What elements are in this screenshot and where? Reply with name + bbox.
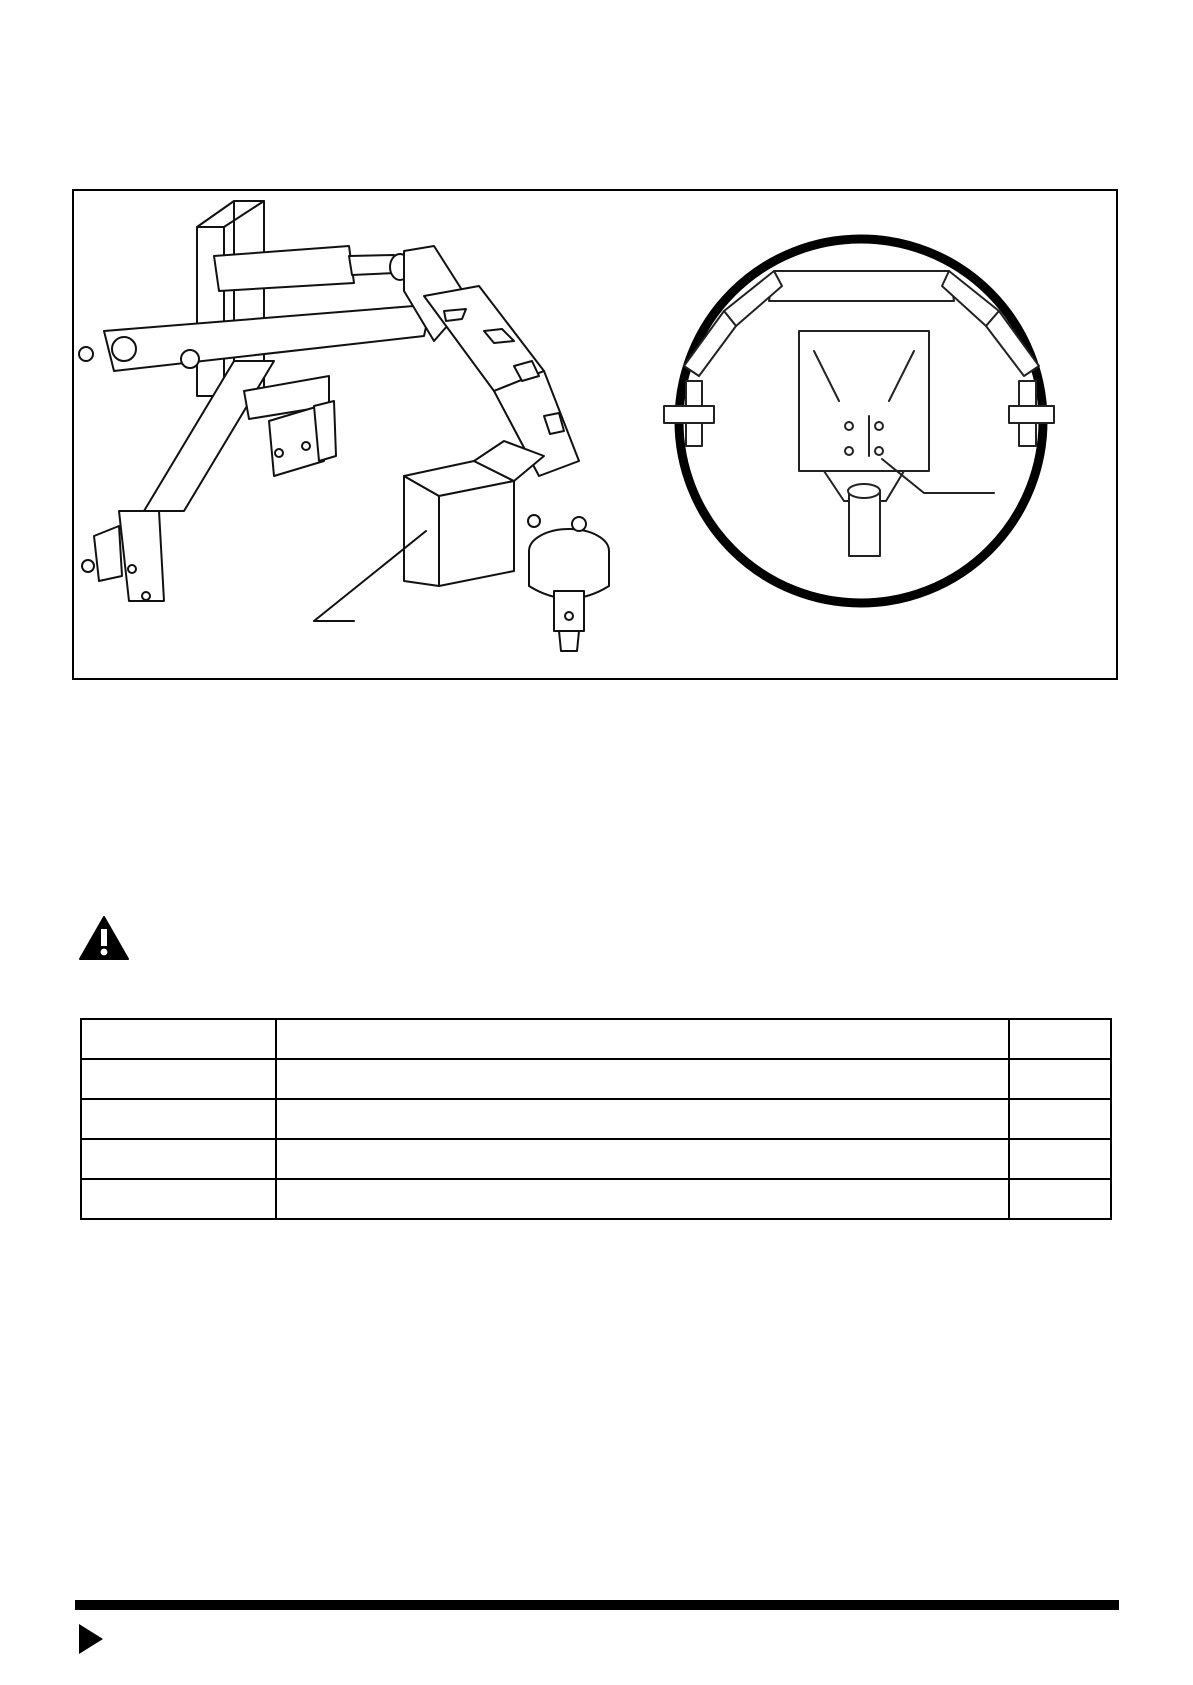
technical-illustration [74, 191, 1116, 678]
table-cell [81, 1019, 276, 1059]
table-row [81, 1179, 1111, 1219]
table-cell [81, 1099, 276, 1139]
table-cell [81, 1139, 276, 1179]
table-cell [1009, 1019, 1111, 1059]
table-cell [276, 1059, 1009, 1099]
table-cell [276, 1019, 1009, 1059]
table-row [81, 1019, 1111, 1059]
table-cell [81, 1059, 276, 1099]
table-cell [1009, 1059, 1111, 1099]
footer-rule [75, 1600, 1119, 1610]
play-arrow-icon [79, 1624, 103, 1654]
parts-table [80, 1018, 1112, 1220]
warning-triangle-icon [78, 915, 130, 961]
table-cell [276, 1179, 1009, 1219]
figure-frame [72, 189, 1118, 680]
table-row [81, 1059, 1111, 1099]
table-cell [276, 1099, 1009, 1139]
table-cell [276, 1139, 1009, 1179]
table-cell [1009, 1179, 1111, 1219]
table-cell [81, 1179, 276, 1219]
table-cell [1009, 1139, 1111, 1179]
table-cell [1009, 1099, 1111, 1139]
table-row [81, 1099, 1111, 1139]
table-row [81, 1139, 1111, 1179]
